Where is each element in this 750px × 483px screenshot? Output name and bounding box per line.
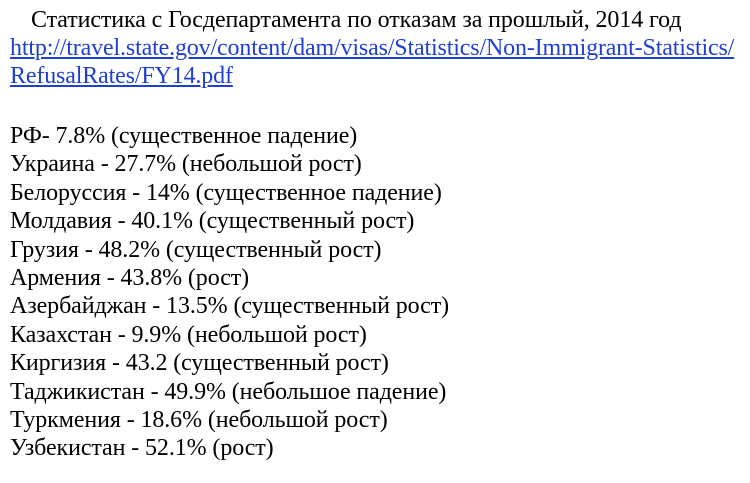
list-item-georgia: Грузия - 48.2% (существенный рост) <box>10 236 382 263</box>
refusal-rate-list <box>10 122 745 463</box>
list-item-turkmenistan: Туркмения - 18.6% (небольшой рост) <box>10 407 388 434</box>
list-item-moldova: Молдавия - 40.1% (существенный рост) <box>10 208 415 235</box>
list-item-uzbekistan: Узбекистан - 52.1% (рост) <box>10 435 274 462</box>
list-item-tajikistan: Таджикистан - 49.9% (небольшое падение) <box>10 378 447 405</box>
list-item-ukraine: Украина - 27.7% (небольшой рост) <box>10 151 362 178</box>
list-item-azerbaijan: Азербайджан - 13.5% (существенный рост) <box>10 293 449 320</box>
source-link[interactable]: http://travel.state.gov/content/dam/visas/Statistics/Non-Immigrant-Statistics/RefusalRates/FY14.pdf <box>10 35 735 89</box>
list-item-kazakhstan: Казахстан - 9.9% (небольшой рост) <box>10 321 367 348</box>
document-title: Статистика с Госдепартамента по отказам за прошлый, 2014 год <box>31 7 682 33</box>
list-item-belarus: Белоруссия - 14% (существенное падение) <box>10 179 442 206</box>
list-item-armenia: Армения - 43.8% (рост) <box>10 265 250 292</box>
list-item-kyrgyzstan: Киргизия - 43.2 (существенный рост) <box>10 350 389 377</box>
list-item-russia: РФ- 7.8% (существенное падение) <box>10 123 358 149</box>
document-body <box>10 6 745 479</box>
